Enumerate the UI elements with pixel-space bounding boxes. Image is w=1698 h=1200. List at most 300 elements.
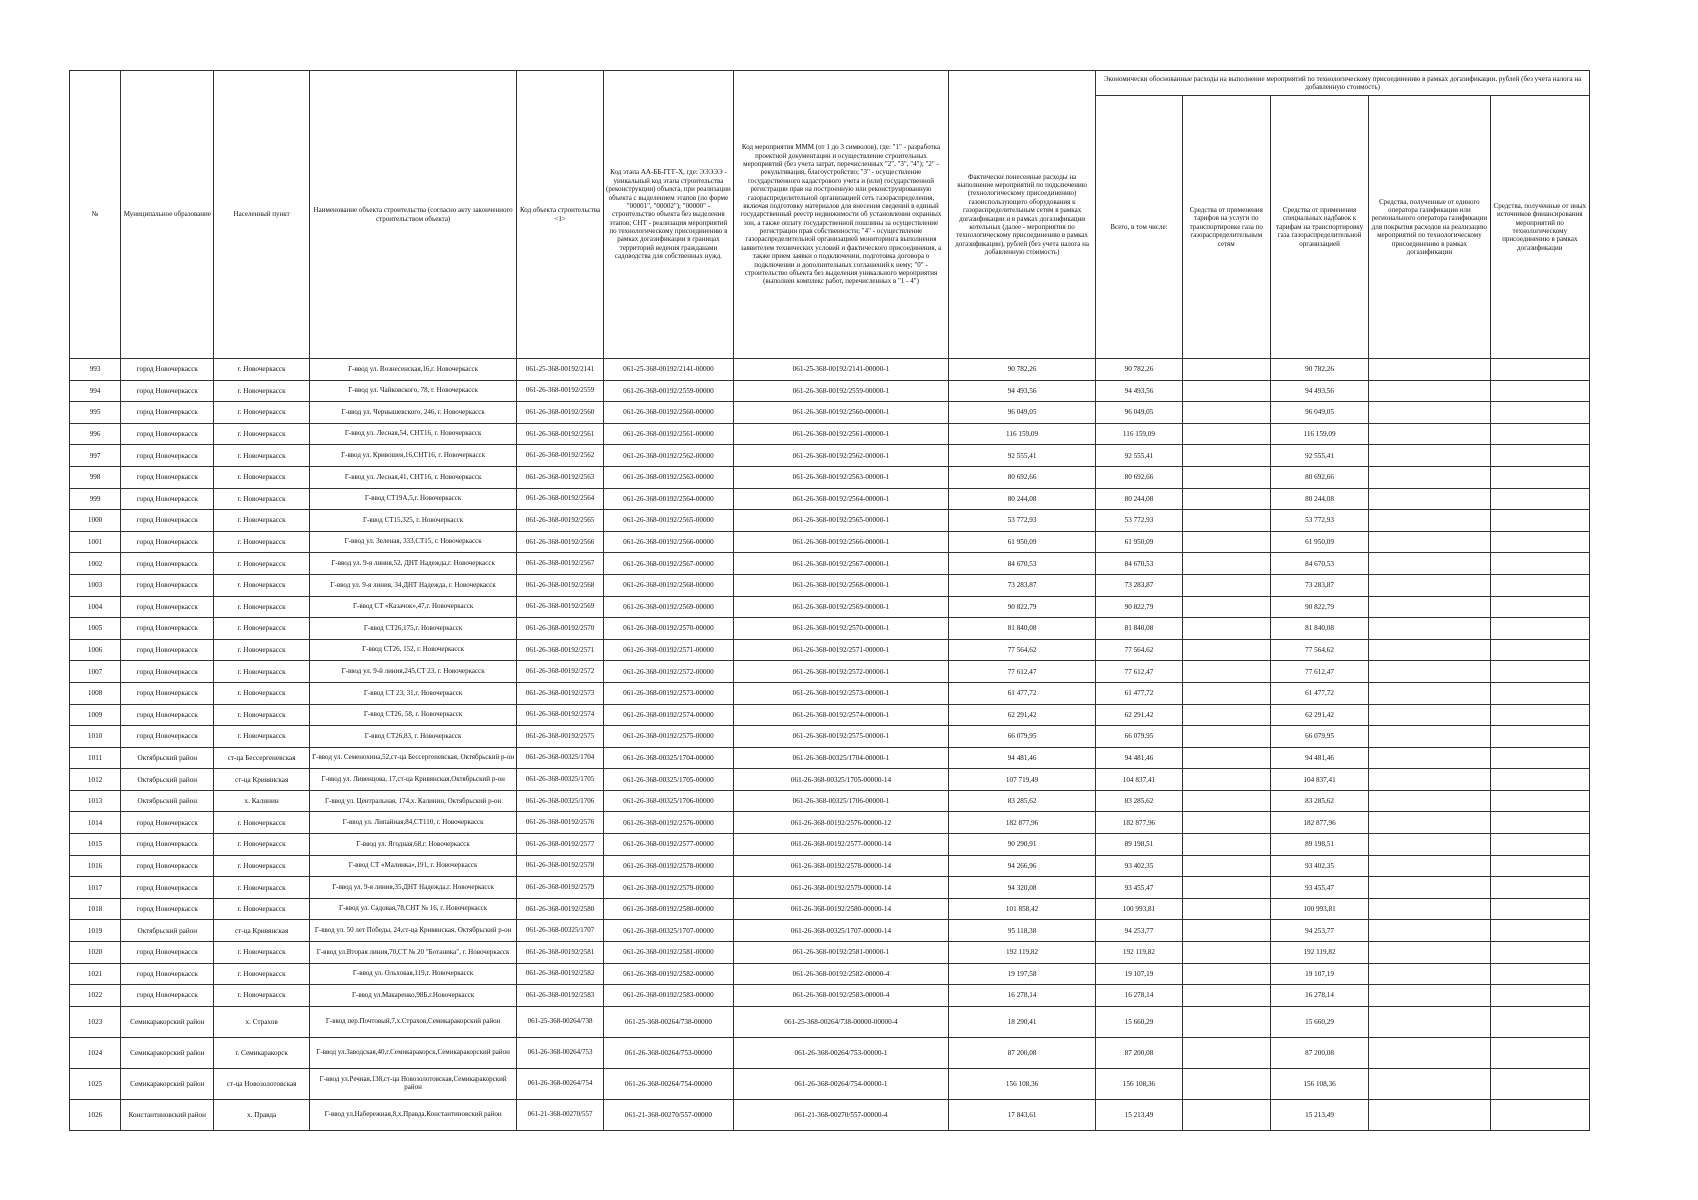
settlement-cell: г. Новочеркасск [214,877,309,899]
stage-code-cell: 061-26-368-00192/2580-00000 [603,898,733,920]
total-cell: 15 213,49 [1096,1099,1182,1130]
total-cell: 15 660,29 [1096,1006,1182,1037]
event-code-cell: 061-26-368-00192/2579-00000-14 [734,877,949,899]
stage-code-cell: 061-26-368-00192/2572-00000 [603,661,733,683]
settlement-cell: х. Калинин [214,790,309,812]
row-number: 1025 [70,1068,121,1099]
table-row [70,466,1590,488]
stage-code-cell: 061-26-368-00325/1706-00000 [603,790,733,812]
total-cell: 61 950,09 [1096,531,1182,553]
object-name-cell: Г-ввод ул. 9-я линия,52, ДНТ Надежда,г. Новочеркасск [309,553,517,575]
actual-costs-cell: 66 079,95 [948,726,1095,748]
object-name-cell: Г-ввод СТ26, 152, г. Новочеркасск [309,639,517,661]
row-number: 1001 [70,531,121,553]
total-cell: 73 283,87 [1096,574,1182,596]
municipality-cell: Октябрьский район [121,920,214,942]
total-cell: 81 840,08 [1096,618,1182,640]
event-code-cell: 061-26-368-00192/2562-00000-1 [734,445,949,467]
actual-costs-cell: 182 877,96 [948,812,1095,834]
total-cell: 94 493,56 [1096,380,1182,402]
single-operator-cell [1369,639,1490,661]
total-cell: 90 822,79 [1096,596,1182,618]
municipality-cell: город Новочеркасск [121,942,214,964]
total-cell: 93 455,47 [1096,877,1182,899]
municipality-cell: город Новочеркасск [121,574,214,596]
single-operator-cell [1369,402,1490,424]
single-operator-cell [1369,618,1490,640]
special-markups-cell: 87 200,08 [1270,1037,1368,1068]
row-number: 995 [70,402,121,424]
special-markups-cell: 80 244,08 [1270,488,1368,510]
special-markups-cell: 94 481,46 [1270,747,1368,769]
special-markups-cell: 80 692,66 [1270,466,1368,488]
other-sources-cell [1490,1099,1589,1130]
total-cell: 80 692,66 [1096,466,1182,488]
stage-code-cell: 061-26-368-00192/2564-00000 [603,488,733,510]
municipality-cell: город Новочеркасск [121,985,214,1007]
actual-costs-cell: 156 108,36 [948,1068,1095,1099]
municipality-cell: Семикаракорский район [121,1006,214,1037]
event-code-cell: 061-26-368-00264/754-00000-1 [734,1068,949,1099]
tariff-transport-cell [1182,704,1270,726]
stage-code-cell: 061-26-368-00192/2576-00000 [603,812,733,834]
event-code-cell: 061-26-368-00264/753-00000-1 [734,1037,949,1068]
stage-code-cell: 061-26-368-00192/2571-00000 [603,639,733,661]
table-row [70,531,1590,553]
single-operator-cell [1369,812,1490,834]
tariff-transport-cell [1182,380,1270,402]
special-markups-cell: 156 108,36 [1270,1068,1368,1099]
row-number: 1004 [70,596,121,618]
table-row [70,963,1590,985]
settlement-cell: г. Семикаракорск [214,1037,309,1068]
special-markups-cell: 90 822,79 [1270,596,1368,618]
municipality-cell: город Новочеркасск [121,726,214,748]
total-cell: 77 612,47 [1096,661,1182,683]
total-cell: 94 253,77 [1096,920,1182,942]
tariff-transport-cell [1182,812,1270,834]
header-other-sources: Средства, полученные от иных источников финансирования мероприятий по технологическому присоединению в рамках догазификации [1490,96,1589,359]
settlement-cell: г. Новочеркасск [214,898,309,920]
table-row [70,769,1590,791]
table-row [70,1099,1590,1130]
event-code-cell: 061-26-368-00192/2570-00000-1 [734,618,949,640]
object-code-cell: 061-26-368-00325/1706 [517,790,603,812]
single-operator-cell [1369,531,1490,553]
header-object-name: Наименование объекта строительства (согласно акту законченного строительством объекта) [309,71,517,359]
municipality-cell: город Новочеркасск [121,898,214,920]
event-code-cell: 061-21-368-00270/557-00000-4 [734,1099,949,1130]
stage-code-cell: 061-26-368-00192/2562-00000 [603,445,733,467]
row-number: 1023 [70,1006,121,1037]
table-row [70,834,1590,856]
object-name-cell: Г-ввод ул. Ягодная,68,г. Новочеркасск [309,834,517,856]
row-number: 1013 [70,790,121,812]
settlement-cell: ст-ца Новозолотовская [214,1068,309,1099]
stage-code-cell: 061-26-368-00192/2577-00000 [603,834,733,856]
settlement-cell: г. Новочеркасск [214,726,309,748]
event-code-cell: 061-26-368-00192/2576-00000-12 [734,812,949,834]
stage-code-cell: 061-26-368-00192/2574-00000 [603,704,733,726]
single-operator-cell [1369,510,1490,532]
special-markups-cell: 53 772,93 [1270,510,1368,532]
single-operator-cell [1369,790,1490,812]
table-row [70,985,1590,1007]
total-cell: 93 402,35 [1096,855,1182,877]
other-sources-cell [1490,682,1589,704]
settlement-cell: г. Новочеркасск [214,466,309,488]
object-name-cell: Г-ввод ул. Ливенцова, 17,ст-ца Кривянская,Октябрьский р-он [309,769,517,791]
special-markups-cell: 93 402,35 [1270,855,1368,877]
municipality-cell: город Новочеркасск [121,596,214,618]
municipality-cell: город Новочеркасск [121,445,214,467]
settlement-cell: г. Новочеркасск [214,963,309,985]
table-row [70,704,1590,726]
object-code-cell: 061-26-368-00192/2567 [517,553,603,575]
object-name-cell: Г-ввод ул. 9-й линия,245,СТ 23, г. Новочеркасск [309,661,517,683]
stage-code-cell: 061-26-368-00192/2569-00000 [603,596,733,618]
actual-costs-cell: 18 290,41 [948,1006,1095,1037]
table-row [70,855,1590,877]
object-name-cell: Г-ввод ул. 9-я линия, 34,ДНТ Надежда, г. Новочеркасск [309,574,517,596]
object-code-cell: 061-26-368-00192/2563 [517,466,603,488]
tariff-transport-cell [1182,769,1270,791]
settlement-cell: г. Новочеркасск [214,488,309,510]
row-number: 1022 [70,985,121,1007]
object-code-cell: 061-26-368-00192/2583 [517,985,603,1007]
municipality-cell: город Новочеркасск [121,963,214,985]
object-name-cell: Г-ввод СТ 23, 31,г. Новочеркасск [309,682,517,704]
table-row [70,920,1590,942]
special-markups-cell: 94 253,77 [1270,920,1368,942]
row-number: 1016 [70,855,121,877]
settlement-cell: г. Новочеркасск [214,942,309,964]
single-operator-cell [1369,359,1490,381]
event-code-cell: 061-26-368-00192/2571-00000-1 [734,639,949,661]
stage-code-cell: 061-26-368-00264/754-00000 [603,1068,733,1099]
object-code-cell: 061-26-368-00192/2562 [517,445,603,467]
total-cell: 104 837,41 [1096,769,1182,791]
stage-code-cell: 061-25-368-00192/2141-00000 [603,359,733,381]
event-code-cell: 061-26-368-00192/2566-00000-1 [734,531,949,553]
actual-costs-cell: 94 266,96 [948,855,1095,877]
event-code-cell: 061-26-368-00192/2559-00000-1 [734,380,949,402]
other-sources-cell [1490,790,1589,812]
tariff-transport-cell [1182,1037,1270,1068]
object-name-cell: Г-ввод ул.Заводская,40,г.Семикаракорск,Семикаракорский район [309,1037,517,1068]
special-markups-cell: 116 159,09 [1270,423,1368,445]
stage-code-cell: 061-26-368-00325/1707-00000 [603,920,733,942]
event-code-cell: 061-26-368-00325/1707-00000-14 [734,920,949,942]
object-code-cell: 061-26-368-00325/1704 [517,747,603,769]
actual-costs-cell: 90 822,79 [948,596,1095,618]
header-municipality: Муниципальное образование [121,71,214,359]
row-number: 999 [70,488,121,510]
tariff-transport-cell [1182,466,1270,488]
settlement-cell: г. Новочеркасск [214,445,309,467]
object-name-cell: Г-ввод ул. Центральная, 174,х. Калинин, Октябрьский р-он [309,790,517,812]
object-code-cell: 061-26-368-00192/2581 [517,942,603,964]
table-row [70,553,1590,575]
other-sources-cell [1490,769,1589,791]
event-code-cell: 061-26-368-00192/2563-00000-1 [734,466,949,488]
object-code-cell: 061-26-368-00192/2565 [517,510,603,532]
row-number: 994 [70,380,121,402]
special-markups-cell: 182 877,96 [1270,812,1368,834]
other-sources-cell [1490,639,1589,661]
tariff-transport-cell [1182,423,1270,445]
actual-costs-cell: 101 858,42 [948,898,1095,920]
tariff-transport-cell [1182,531,1270,553]
other-sources-cell [1490,1006,1589,1037]
tariff-transport-cell [1182,596,1270,618]
object-name-cell: Г-ввод ул.Речная,138,ст-ца Новозолотовская,Семикаракорский район [309,1068,517,1099]
municipality-cell: город Новочеркасск [121,466,214,488]
actual-costs-cell: 94 493,56 [948,380,1095,402]
tariff-transport-cell [1182,402,1270,424]
municipality-cell: город Новочеркасск [121,359,214,381]
table-row [70,445,1590,467]
settlement-cell: г. Новочеркасск [214,704,309,726]
row-number: 1000 [70,510,121,532]
other-sources-cell [1490,1037,1589,1068]
stage-code-cell: 061-26-368-00325/1705-00000 [603,769,733,791]
other-sources-cell [1490,445,1589,467]
event-code-cell: 061-26-368-00192/2560-00000-1 [734,402,949,424]
row-number: 1007 [70,661,121,683]
other-sources-cell [1490,661,1589,683]
object-name-cell: Г-ввод ул.Набережная,8,х.Правда,Константиновский район [309,1099,517,1130]
object-name-cell: Г-ввод ул. Лесная,41, СНТ16, г. Новочеркасск [309,466,517,488]
special-markups-cell: 92 555,41 [1270,445,1368,467]
header-special-markups: Средства от применения специальных надбавок к тарифам на транспортировку газа газораспределительной организацией [1270,96,1368,359]
municipality-cell: город Новочеркасск [121,682,214,704]
object-code-cell: 061-26-368-00192/2575 [517,726,603,748]
table-row [70,596,1590,618]
other-sources-cell [1490,963,1589,985]
object-code-cell: 061-26-368-00192/2573 [517,682,603,704]
tariff-transport-cell [1182,747,1270,769]
tariff-transport-cell [1182,877,1270,899]
table-row [70,812,1590,834]
tariff-transport-cell [1182,790,1270,812]
single-operator-cell [1369,985,1490,1007]
row-number: 1012 [70,769,121,791]
header-num: № [70,71,121,359]
single-operator-cell [1369,682,1490,704]
actual-costs-cell: 94 320,08 [948,877,1095,899]
stage-code-cell: 061-26-368-00192/2565-00000 [603,510,733,532]
object-code-cell: 061-26-368-00192/2582 [517,963,603,985]
event-code-cell: 061-26-368-00192/2567-00000-1 [734,553,949,575]
event-code-cell: 061-26-368-00325/1706-00000-1 [734,790,949,812]
settlement-cell: г. Новочеркасск [214,618,309,640]
event-code-cell: 061-26-368-00192/2561-00000-1 [734,423,949,445]
tariff-transport-cell [1182,445,1270,467]
settlement-cell: г. Новочеркасск [214,682,309,704]
settlement-cell: г. Новочеркасск [214,574,309,596]
table-row [70,423,1590,445]
tariff-transport-cell [1182,855,1270,877]
table-row [70,942,1590,964]
tariff-transport-cell [1182,682,1270,704]
object-name-cell: Г-ввод СТ «Малинка»,191, г. Новочеркасск [309,855,517,877]
special-markups-cell: 81 840,08 [1270,618,1368,640]
total-cell: 19 107,19 [1096,963,1182,985]
row-number: 1026 [70,1099,121,1130]
row-number: 1018 [70,898,121,920]
table-row [70,402,1590,424]
object-code-cell: 061-26-368-00192/2578 [517,855,603,877]
header-settlement: Населенный пункт [214,71,309,359]
event-code-cell: 061-26-368-00192/2577-00000-14 [734,834,949,856]
table-row [70,790,1590,812]
single-operator-cell [1369,855,1490,877]
row-number: 1005 [70,618,121,640]
actual-costs-cell: 92 555,41 [948,445,1095,467]
object-name-cell: Г-ввод ул. Липайная,84,СТ110, г. Новочеркасск [309,812,517,834]
settlement-cell: г. Новочеркасск [214,510,309,532]
event-code-cell: 061-26-368-00192/2572-00000-1 [734,661,949,683]
table-row [70,898,1590,920]
settlement-cell: г. Новочеркасск [214,834,309,856]
event-code-cell: 061-26-368-00192/2578-00000-14 [734,855,949,877]
table-row [70,1037,1590,1068]
municipality-cell: Семикаракорский район [121,1068,214,1099]
object-code-cell: 061-26-368-00192/2559 [517,380,603,402]
municipality-cell: город Новочеркасск [121,618,214,640]
settlement-cell: ст-ца Бессергеневская [214,747,309,769]
settlement-cell: г. Новочеркасск [214,855,309,877]
single-operator-cell [1369,1006,1490,1037]
stage-code-cell: 061-26-368-00192/2582-00000 [603,963,733,985]
actual-costs-cell: 94 481,46 [948,747,1095,769]
header-object-code: Код объекта строительства <1> [517,71,603,359]
row-number: 996 [70,423,121,445]
event-code-cell: 061-26-368-00192/2564-00000-1 [734,488,949,510]
single-operator-cell [1369,898,1490,920]
object-name-cell: Г-ввод ул. Кривошея,16,СНТ16, г. Новочеркасск [309,445,517,467]
stage-code-cell: 061-26-368-00192/2560-00000 [603,402,733,424]
single-operator-cell [1369,747,1490,769]
single-operator-cell [1369,877,1490,899]
settlement-cell: ст-ца Кривянская [214,769,309,791]
object-code-cell: 061-26-368-00192/2564 [517,488,603,510]
object-code-cell: 061-26-368-00192/2577 [517,834,603,856]
stage-code-cell: 061-26-368-00192/2566-00000 [603,531,733,553]
total-cell: 96 049,05 [1096,402,1182,424]
other-sources-cell [1490,834,1589,856]
actual-costs-cell: 192 119,82 [948,942,1095,964]
settlement-cell: г. Новочеркасск [214,423,309,445]
special-markups-cell: 83 285,62 [1270,790,1368,812]
actual-costs-cell: 17 843,61 [948,1099,1095,1130]
municipality-cell: город Новочеркасск [121,423,214,445]
stage-code-cell: 061-26-368-00192/2561-00000 [603,423,733,445]
row-number: 1011 [70,747,121,769]
single-operator-cell [1369,445,1490,467]
object-name-cell: Г-ввод ул.Вторая линия,70,СТ № 20 "Ботаника", г. Новочеркасск [309,942,517,964]
actual-costs-cell: 53 772,93 [948,510,1095,532]
tariff-transport-cell [1182,963,1270,985]
object-name-cell: Г-ввод СТ26, 58, г. Новочеркасск [309,704,517,726]
settlement-cell: ст-ца Кривянская [214,920,309,942]
object-name-cell: Г-ввод СТ15,325, г. Новочеркасск [309,510,517,532]
header-economic-costs-group: Экономически обоснованные расходы на выполнение мероприятий по технологическому присоединению в рамках догазификации, рублей (без учета налога на добавленную стоимость) [1096,71,1590,96]
header-single-operator: Средства, полученные от единого оператора газификации или регионального оператора газификации для покрытия расходов на реализацию мероприятий по технологическому присоединению в рамках догазификации [1369,96,1490,359]
tariff-transport-cell [1182,1099,1270,1130]
total-cell: 87 200,08 [1096,1037,1182,1068]
stage-code-cell: 061-26-368-00192/2578-00000 [603,855,733,877]
object-code-cell: 061-26-368-00192/2580 [517,898,603,920]
event-code-cell: 061-26-368-00192/2583-00000-4 [734,985,949,1007]
special-markups-cell: 89 198,51 [1270,834,1368,856]
actual-costs-cell: 77 612,47 [948,661,1095,683]
other-sources-cell [1490,402,1589,424]
actual-costs-cell: 73 283,87 [948,574,1095,596]
stage-code-cell: 061-26-368-00192/2583-00000 [603,985,733,1007]
other-sources-cell [1490,531,1589,553]
tariff-transport-cell [1182,488,1270,510]
object-name-cell: Г-ввод СТ19А,5,г. Новочеркасск [309,488,517,510]
tariff-transport-cell [1182,1068,1270,1099]
event-code-cell: 061-26-368-00192/2582-00000-4 [734,963,949,985]
object-name-cell: Г-ввод ул. Чернышевского, 246, г. Новочеркасск [309,402,517,424]
object-code-cell: 061-26-368-00192/2561 [517,423,603,445]
special-markups-cell: 84 670,53 [1270,553,1368,575]
object-code-cell: 061-26-368-00325/1705 [517,769,603,791]
municipality-cell: город Новочеркасск [121,380,214,402]
total-cell: 156 108,36 [1096,1068,1182,1099]
table-row [70,682,1590,704]
object-name-cell: Г-ввод ул. Лесная,54, СНТ16, г. Новочеркасск [309,423,517,445]
total-cell: 92 555,41 [1096,445,1182,467]
actual-costs-cell: 83 285,62 [948,790,1095,812]
tariff-transport-cell [1182,898,1270,920]
total-cell: 53 772,93 [1096,510,1182,532]
row-number: 1019 [70,920,121,942]
special-markups-cell: 93 455,47 [1270,877,1368,899]
municipality-cell: город Новочеркасск [121,510,214,532]
actual-costs-cell: 80 244,08 [948,488,1095,510]
row-number: 1014 [70,812,121,834]
row-number: 998 [70,466,121,488]
actual-costs-cell: 16 278,14 [948,985,1095,1007]
actual-costs-cell: 90 782,26 [948,359,1095,381]
other-sources-cell [1490,553,1589,575]
object-code-cell: 061-26-368-00192/2576 [517,812,603,834]
gasification-costs-table [69,70,1590,1131]
tariff-transport-cell [1182,1006,1270,1037]
actual-costs-cell: 61 950,09 [948,531,1095,553]
event-code-cell: 061-26-368-00192/2575-00000-1 [734,726,949,748]
settlement-cell: г. Новочеркасск [214,553,309,575]
actual-costs-cell: 107 719,49 [948,769,1095,791]
row-number: 1017 [70,877,121,899]
municipality-cell: город Новочеркасск [121,812,214,834]
actual-costs-cell: 84 670,53 [948,553,1095,575]
municipality-cell: Октябрьский район [121,747,214,769]
special-markups-cell: 77 612,47 [1270,661,1368,683]
header-tariff-transport: Средства от применения тарифов на услуги по транспортировке газа по газораспределительным сетям [1182,96,1270,359]
other-sources-cell [1490,618,1589,640]
special-markups-cell: 61 477,72 [1270,682,1368,704]
row-number: 1008 [70,682,121,704]
special-markups-cell: 100 993,81 [1270,898,1368,920]
object-name-cell: Г-ввод ул. 50 лет Победы, 24,ст-ца Кривянская, Октябрьский р-он [309,920,517,942]
stage-code-cell: 061-25-368-00264/738-00000 [603,1006,733,1037]
object-code-cell: 061-26-368-00192/2569 [517,596,603,618]
